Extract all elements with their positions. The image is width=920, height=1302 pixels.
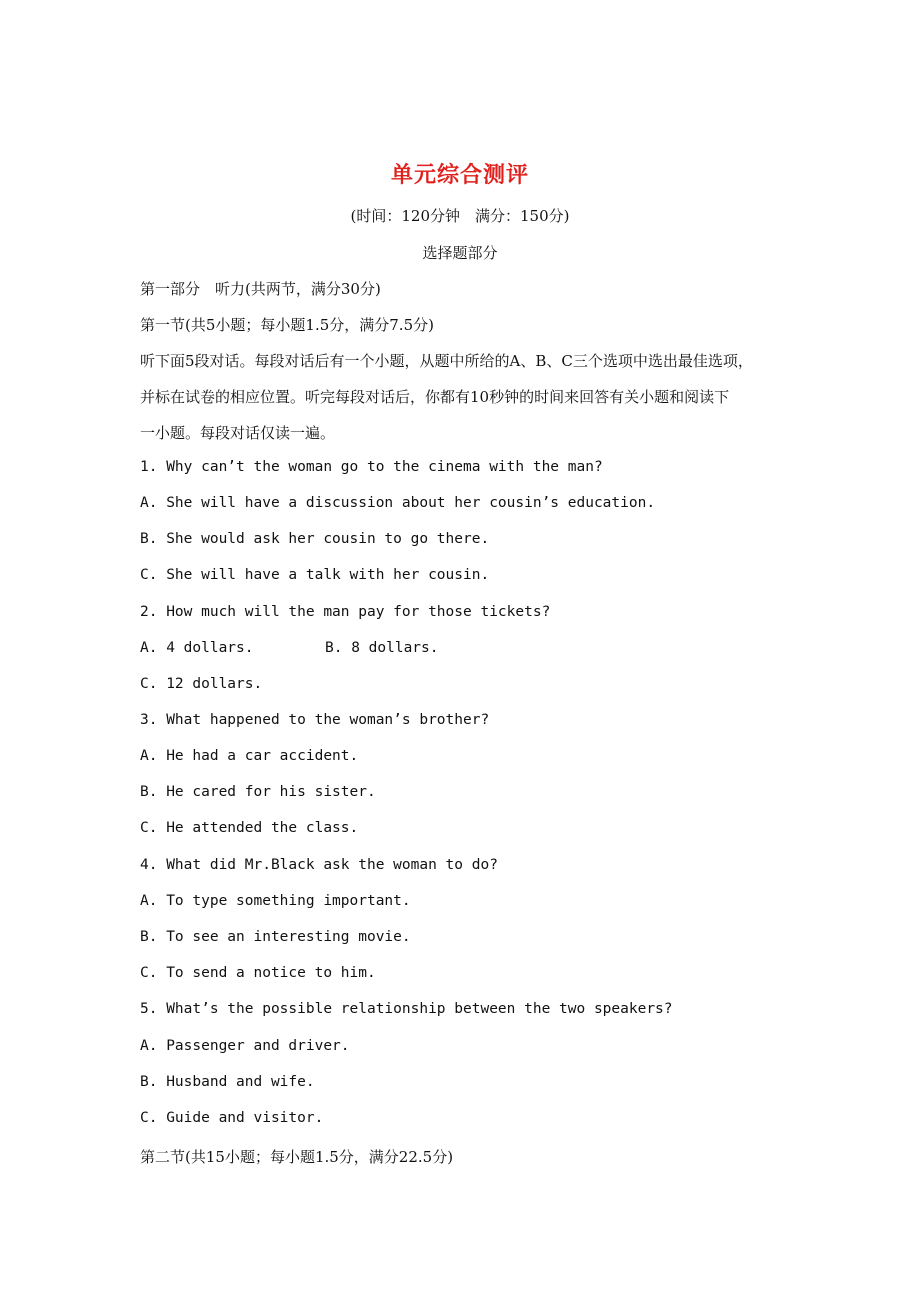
section1-heading: 第一节(共5小题；每小题1.5分，满分7.5分) <box>140 316 434 334</box>
question-1-option-b: B. She would ask her cousin to go there. <box>140 531 490 547</box>
question-1-stem: 1. Why can’t the woman go to the cinema with the man? <box>140 459 603 475</box>
section-label: 选择题部分 <box>422 244 498 262</box>
question-5-option-a: A. Passenger and driver. <box>140 1038 350 1054</box>
question-4-option-b: B. To see an interesting movie. <box>140 929 411 945</box>
question-4-option-c: C. To send a notice to him. <box>140 965 376 981</box>
question-5-option-c: C. Guide and visitor. <box>140 1110 324 1126</box>
question-3-option-b: B. He cared for his sister. <box>140 784 376 800</box>
question-3-stem: 3. What happened to the woman’s brother? <box>140 712 490 728</box>
instructions-line-1: 听下面5段对话。每段对话后有一个小题，从题中所给的A、B、C三个选项中选出最佳选项， <box>140 352 753 370</box>
question-5-stem: 5. What’s the possible relationship between the two speakers? <box>140 1001 673 1017</box>
question-2-option-c: C. 12 dollars. <box>140 676 263 692</box>
instructions-line-2: 并标在试卷的相应位置。听完每段对话后，你都有10秒钟的时间来回答有关小题和阅读下 <box>140 388 730 406</box>
page-title: 单元综合测评 <box>390 163 529 188</box>
question-5-option-b: B. Husband and wife. <box>140 1074 315 1090</box>
part1-heading: 第一部分 听力(共两节，满分30分) <box>140 280 381 298</box>
section2-heading: 第二节(共15小题；每小题1.5分，满分22.5分) <box>140 1148 454 1166</box>
question-1-option-a: A. She will have a discussion about her cousin’s education. <box>140 495 656 511</box>
question-2-option-b: B. 8 dollars. <box>325 640 439 656</box>
question-2-option-a: A. 4 dollars. <box>140 640 254 656</box>
question-4-stem: 4. What did Mr.Black ask the woman to do? <box>140 857 498 873</box>
question-2-stem: 2. How much will the man pay for those tickets? <box>140 604 551 620</box>
question-1-option-c: C. She will have a talk with her cousin. <box>140 567 490 583</box>
instructions-line-3: 一小题。每段对话仅读一遍。 <box>140 424 336 442</box>
question-4-option-a: A. To type something important. <box>140 893 411 909</box>
question-3-option-c: C. He attended the class. <box>140 820 359 836</box>
question-3-option-a: A. He had a car accident. <box>140 748 359 764</box>
exam-time-score: (时间：120分钟 满分：150分) <box>350 207 570 225</box>
